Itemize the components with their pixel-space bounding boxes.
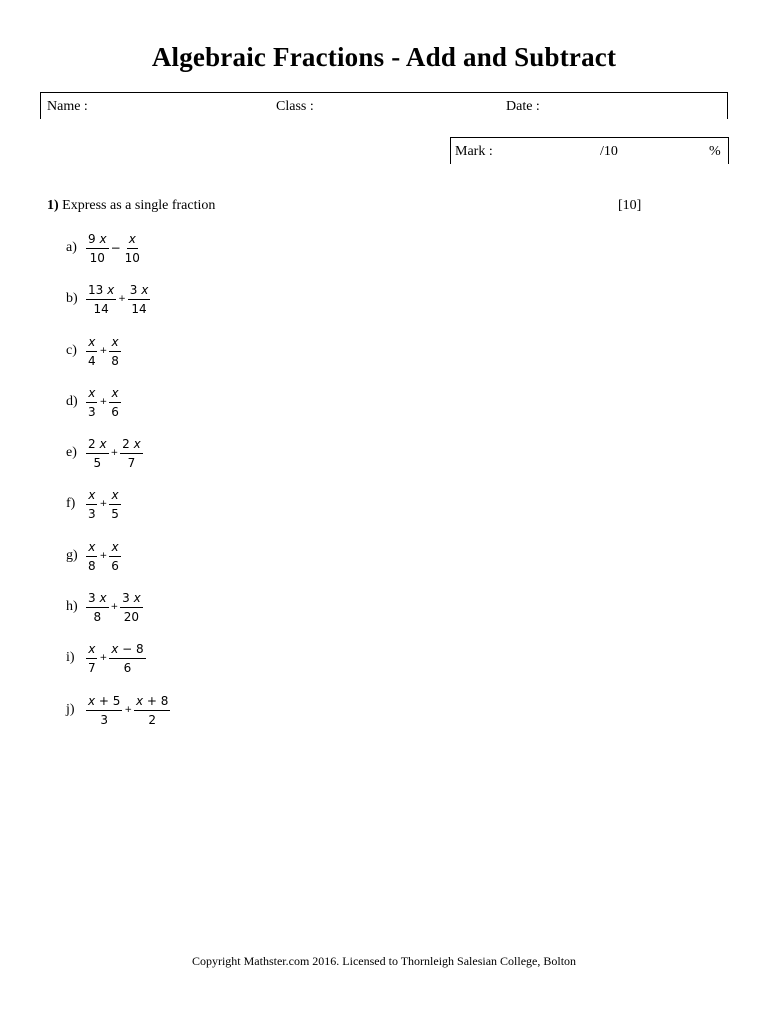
copyright-footer: Copyright Mathster.com 2016. Licensed to Thornleigh Salesian College, Bolton — [191, 954, 577, 968]
first-numerator: 3 x — [86, 592, 109, 608]
problem-label: d) — [66, 394, 78, 409]
first-fraction — [86, 592, 109, 623]
first-denominator: 7 — [88, 660, 96, 675]
operator: + — [99, 397, 108, 407]
first-numerator: x — [86, 489, 97, 505]
second-fraction — [120, 592, 143, 623]
operator: + — [99, 499, 108, 509]
problem-expression — [86, 284, 150, 315]
second-denominator: 14 — [131, 301, 147, 316]
problem-item — [66, 279, 150, 319]
second-fraction — [109, 541, 121, 572]
second-fraction — [109, 489, 121, 520]
second-denominator: 8 — [111, 353, 119, 368]
first-numerator: x + 5 — [86, 695, 122, 711]
first-fraction — [86, 541, 98, 572]
problem-item — [66, 587, 143, 627]
first-denominator: 10 — [89, 250, 105, 265]
second-fraction — [120, 438, 143, 469]
question-text: Express as a single fraction — [62, 198, 216, 213]
operator: − — [110, 241, 121, 255]
percent-sign: % — [709, 144, 721, 159]
question-number: 1) — [47, 198, 59, 213]
problem-label: h) — [66, 599, 78, 614]
second-denominator: 5 — [111, 506, 119, 521]
problem-label: j) — [66, 702, 75, 717]
mark-label: Mark : — [455, 144, 493, 159]
first-fraction — [86, 489, 98, 520]
problem-label: a) — [66, 240, 77, 255]
problem-item — [66, 331, 121, 371]
problem-expression — [86, 541, 121, 572]
first-numerator: 13 x — [86, 284, 116, 300]
first-fraction — [86, 284, 116, 315]
first-denominator: 5 — [93, 455, 102, 470]
operator: + — [110, 602, 119, 612]
student-info-box — [40, 92, 728, 119]
first-numerator: 2 x — [86, 438, 109, 454]
first-numerator: 9 x — [86, 233, 109, 249]
problem-label: b) — [66, 291, 78, 306]
operator: + — [99, 346, 108, 356]
second-denominator: 7 — [127, 455, 136, 470]
second-numerator: x — [109, 387, 120, 403]
problem-item — [66, 690, 170, 730]
problem-label: c) — [66, 343, 77, 358]
second-denominator: 6 — [111, 558, 119, 573]
second-numerator: x − 8 — [109, 643, 145, 659]
first-numerator: x — [86, 387, 97, 403]
problem-expression — [86, 592, 143, 623]
problem-expression — [86, 233, 142, 264]
second-numerator: x — [109, 541, 120, 557]
first-denominator: 8 — [93, 609, 102, 624]
problem-label: i) — [66, 650, 75, 665]
problem-expression — [86, 336, 121, 367]
second-numerator: 2 x — [120, 438, 143, 454]
problem-label: f) — [66, 496, 76, 511]
second-fraction — [109, 387, 121, 418]
operator: + — [118, 294, 126, 304]
first-fraction — [86, 695, 122, 726]
class-label: Class : — [276, 99, 314, 114]
operator: + — [99, 551, 108, 561]
problem-item — [66, 228, 142, 268]
first-fraction — [86, 387, 98, 418]
problem-expression — [86, 438, 143, 469]
second-denominator: 20 — [123, 609, 140, 624]
question-heading — [47, 198, 215, 214]
problem-item — [66, 536, 121, 576]
first-denominator: 8 — [88, 558, 96, 573]
second-numerator: x — [109, 489, 120, 505]
second-numerator: 3 x — [128, 284, 151, 300]
first-numerator: x — [86, 643, 97, 659]
problem-expression — [86, 489, 121, 520]
problem-label: e) — [66, 445, 77, 460]
name-label: Name : — [47, 99, 88, 114]
second-fraction — [123, 233, 142, 264]
operator: + — [110, 448, 119, 458]
problem-item — [66, 638, 146, 678]
first-numerator: x — [86, 336, 97, 352]
mark-box — [450, 137, 729, 164]
first-fraction — [86, 643, 98, 674]
operator: + — [99, 653, 108, 663]
second-denominator: 10 — [124, 250, 140, 265]
second-numerator: 3 x — [120, 592, 143, 608]
second-fraction — [134, 695, 170, 726]
problem-label: g) — [66, 548, 78, 563]
first-denominator: 3 — [88, 404, 96, 419]
first-fraction — [86, 438, 109, 469]
problem-expression — [86, 387, 121, 418]
problem-item — [66, 382, 121, 422]
second-numerator: x — [109, 336, 120, 352]
mark-out-of: /10 — [600, 144, 618, 159]
date-label: Date : — [506, 99, 540, 114]
question-marks: [10] — [618, 198, 642, 213]
first-denominator: 3 — [100, 712, 109, 727]
second-denominator: 2 — [148, 712, 157, 727]
second-fraction — [109, 336, 121, 367]
operator: + — [124, 705, 132, 715]
worksheet-title: Algebraic Fractions - Add and Subtract — [151, 42, 617, 72]
second-denominator: 6 — [123, 660, 132, 675]
first-fraction — [86, 336, 98, 367]
problem-expression — [86, 643, 146, 674]
second-fraction — [109, 643, 145, 674]
first-denominator: 4 — [88, 353, 96, 368]
second-fraction — [128, 284, 151, 315]
problem-item — [66, 433, 143, 473]
problem-expression — [86, 695, 170, 726]
first-denominator: 3 — [88, 506, 96, 521]
problem-item — [66, 484, 121, 524]
second-numerator: x + 8 — [134, 695, 170, 711]
first-denominator: 14 — [93, 301, 109, 316]
first-numerator: x — [86, 541, 97, 557]
second-denominator: 6 — [111, 404, 119, 419]
first-fraction — [86, 233, 109, 264]
second-numerator: x — [127, 233, 138, 249]
